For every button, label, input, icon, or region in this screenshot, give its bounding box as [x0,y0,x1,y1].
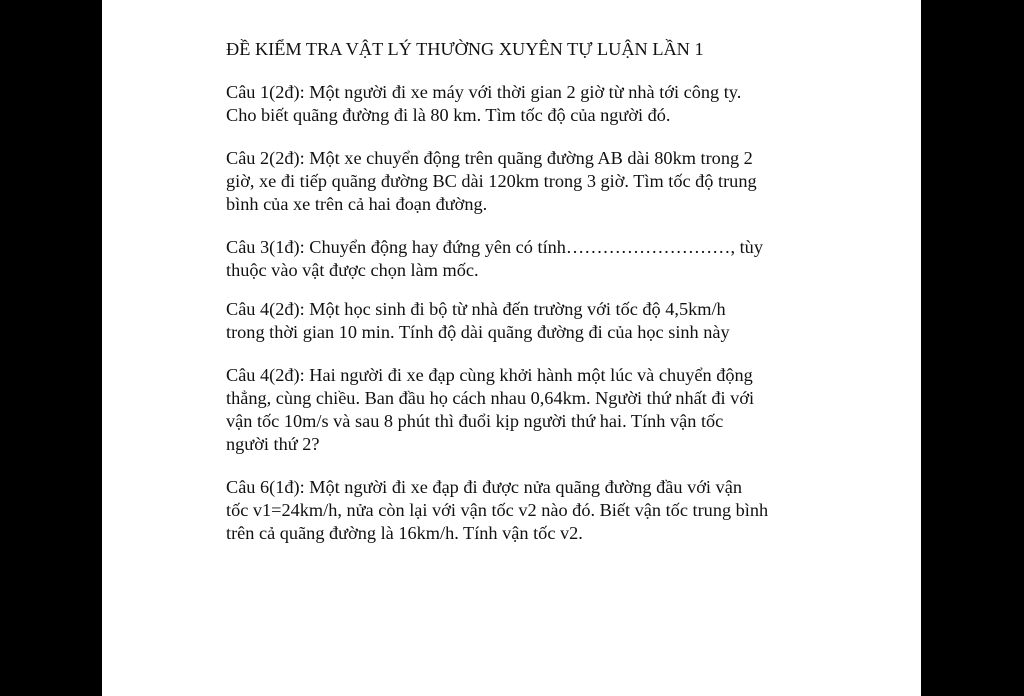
question-6 [226,476,826,545]
question-line: Câu 1(2đ): Một người đi xe máy với thời gian 2 giờ từ nhà tới công ty. [226,82,742,102]
question-line: Câu 2(2đ): Một xe chuyển động trên quãng đường AB dài 80km trong 2 [226,148,753,168]
question-line: Câu 3(1đ): Chuyển động hay đứng yên có tính………………………, tùy [226,237,763,257]
question-line: người thứ 2? [226,434,320,454]
question-4 [226,298,826,344]
question-line: bình của xe trên cả hai đoạn đường. [226,194,488,214]
question-line: tốc v1=24km/h, nửa còn lại với vận tốc v2 nào đó. Biết vận tốc trung bình [226,500,769,520]
question-line: Cho biết quãng đường đi là 80 km. Tìm tốc độ của người đó. [226,105,671,125]
question-line: thuộc vào vật được chọn làm mốc. [226,260,479,280]
question-line: vận tốc 10m/s và sau 8 phút thì đuổi kịp người thứ hai. Tính vận tốc [226,411,724,431]
question-line: trong thời gian 10 min. Tính độ dài quãng đường đi của học sinh này [226,322,730,342]
question-3 [226,236,826,282]
question-line: trên cả quãng đường là 16km/h. Tính vận tốc v2. [226,523,583,543]
question-line: Câu 4(2đ): Hai người đi xe đạp cùng khởi hành một lúc và chuyển động [226,365,753,385]
document-title: ĐỀ KIỂM TRA VẬT LÝ THƯỜNG XUYÊN TỰ LUẬN LẦN 1 [226,39,704,59]
question-2 [226,147,826,216]
question-line: Câu 4(2đ): Một học sinh đi bộ từ nhà đến trường với tốc độ 4,5km/h [226,299,726,319]
question-line: thẳng, cùng chiều. Ban đầu họ cách nhau 0,64km. Người thứ nhất đi với [226,388,755,408]
question-line: giờ, xe đi tiếp quãng đường BC dài 120km trong 3 giờ. Tìm tốc độ trung [226,171,757,191]
document-page [102,0,921,696]
document-content [226,38,826,565]
question-line: Câu 6(1đ): Một người đi xe đạp đi được nửa quãng đường đầu với vận [226,477,742,497]
question-1 [226,81,826,127]
question-5 [226,364,826,456]
